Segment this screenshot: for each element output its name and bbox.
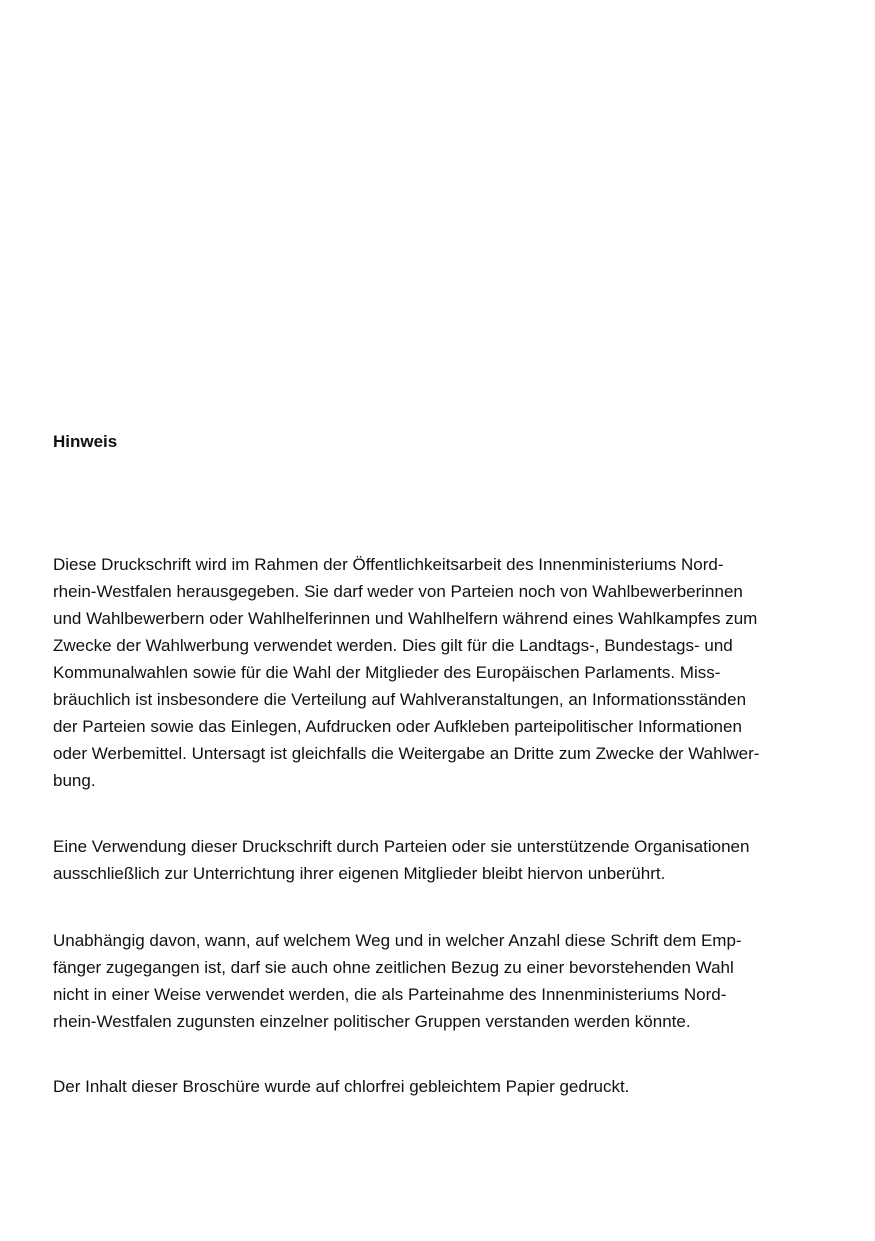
text-line: Unabhängig davon, wann, auf welchem Weg und in welcher Anzahl diese Schrift dem Emp- bbox=[53, 931, 742, 950]
text-line: Diese Druckschrift wird im Rahmen der Öffentlichkeitsarbeit des Innenministeriums Nord- bbox=[53, 555, 724, 574]
text-line: und Wahlbewerbern oder Wahlhelferinnen und Wahlhelfern während eines Wahlkampfes zum bbox=[53, 609, 758, 628]
text-line: Kommunalwahlen sowie für die Wahl der Mitglieder des Europäischen Parlaments. Miss- bbox=[53, 663, 721, 682]
paragraph-party-internal-use bbox=[53, 833, 828, 887]
text-line: Eine Verwendung dieser Druckschrift durch Parteien oder sie unterstützende Organisationen bbox=[53, 837, 750, 856]
text-line: bräuchlich ist insbesondere die Verteilung auf Wahlveranstaltungen, an Informationsständen bbox=[53, 690, 747, 709]
text-line: fänger zugegangen ist, darf sie auch ohne zeitlichen Bezug zu einer bevorstehenden Wahl bbox=[53, 958, 734, 977]
text-line: nicht in einer Weise verwendet werden, die als Parteinahme des Innenministeriums Nord- bbox=[53, 985, 727, 1004]
text-line: oder Werbemittel. Untersagt ist gleichfalls die Weitergabe an Dritte zum Zwecke der Wahlwer- bbox=[53, 744, 760, 763]
page-heading: Hinweis bbox=[53, 432, 118, 451]
text-line: der Parteien sowie das Einlegen, Aufdrucken oder Aufkleben parteipolitischer Informationen bbox=[53, 717, 742, 736]
paragraph-usage-notice bbox=[53, 551, 828, 794]
paragraph-neutrality bbox=[53, 927, 828, 1035]
text-line: ausschließlich zur Unterrichtung ihrer eigenen Mitglieder bleibt hiervon unberührt. bbox=[53, 864, 666, 883]
paragraph-paper-note bbox=[53, 1073, 828, 1100]
text-line: rhein-Westfalen zugunsten einzelner politischer Gruppen verstanden werden könnte. bbox=[53, 1012, 691, 1031]
text-line: bung. bbox=[53, 771, 96, 790]
text-line: Der Inhalt dieser Broschüre wurde auf chlorfrei gebleichtem Papier gedruckt. bbox=[53, 1077, 630, 1096]
text-line: Zwecke der Wahlwerbung verwendet werden. Dies gilt für die Landtags-, Bundestags- und bbox=[53, 636, 733, 655]
text-line: rhein-Westfalen herausgegeben. Sie darf weder von Parteien noch von Wahlbewerberinnen bbox=[53, 582, 743, 601]
